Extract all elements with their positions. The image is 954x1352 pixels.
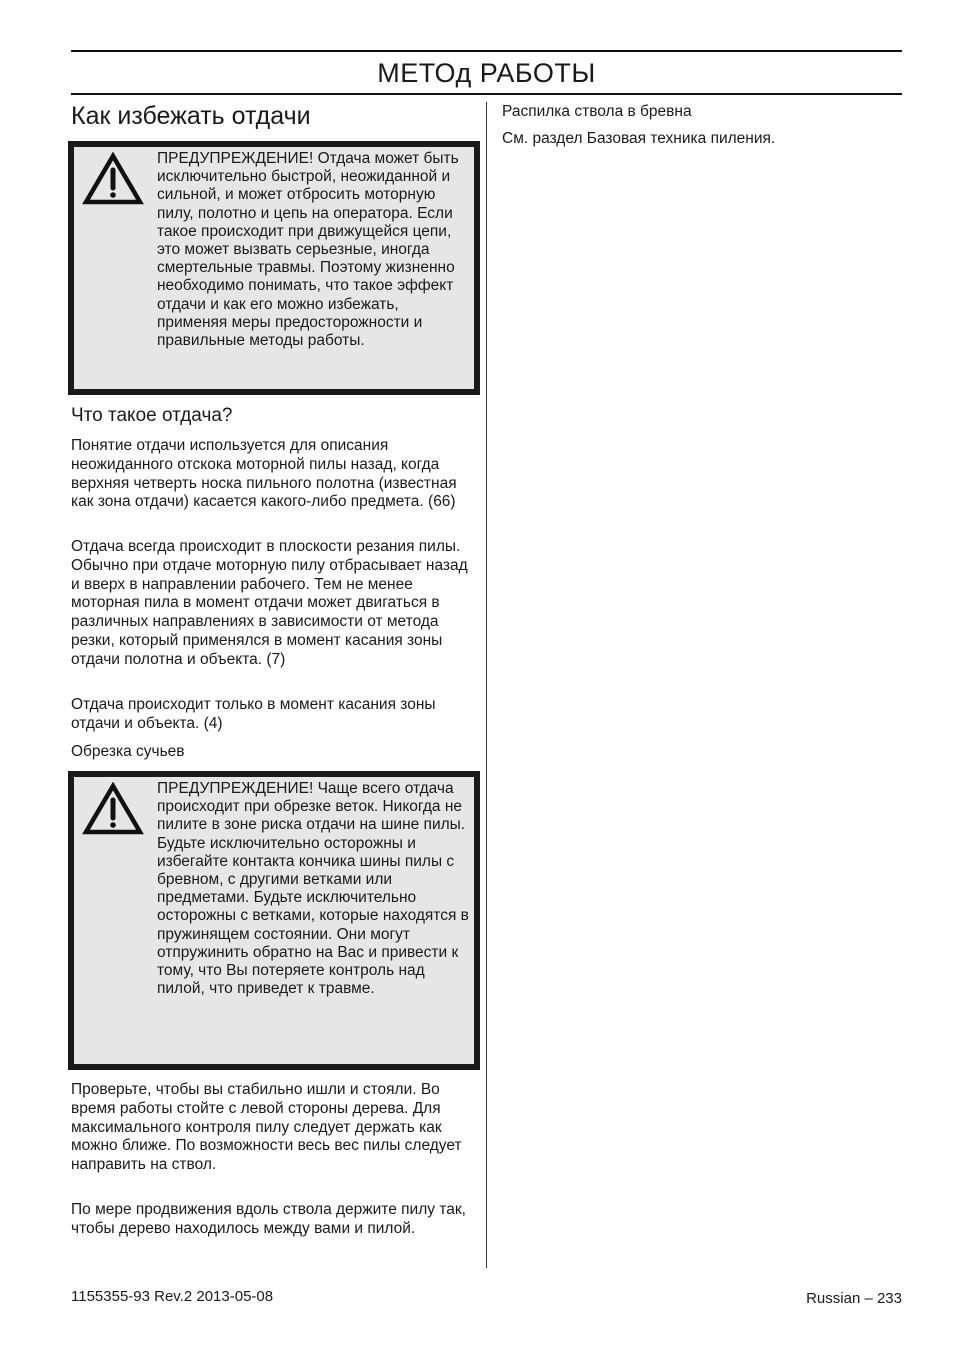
warning-triangle-icon xyxy=(82,152,144,206)
warning-box-limbing xyxy=(68,771,480,1070)
document-id: 1155355-93 Rev.2 2013-05-08 xyxy=(71,1288,274,1305)
paragraph: Отдача происходит только в момент касания зоны отдачи и объекта. (4) xyxy=(71,696,436,732)
page-title: МЕТОд РАБОТЫ xyxy=(377,58,596,88)
header-top-rule xyxy=(71,50,902,52)
subsection-heading: Что такое отдача? xyxy=(71,405,233,426)
right-column-heading: Распилка ствола в бревна xyxy=(502,103,692,120)
right-column-reference: См. раздел Базовая техника пиления. xyxy=(502,130,776,147)
paragraph: По мере продвижения вдоль ствола держите пилу так, чтобы дерево находилось между вами и пилой. xyxy=(71,1201,466,1237)
section-heading: Как избежать отдачи xyxy=(71,102,311,130)
column-divider xyxy=(486,102,487,1268)
paragraph: Отдача всегда происходит в плоскости резания пилы. Обычно при отдаче моторную пилу отбрасывает назад и вверх в направлении рабочего. Тем не менее моторная пила в момент отдачи может двигаться в различных направлениях в зависимости от метода резки, который применялся в момент касания зоны отдачи полотна и объекта. (7) xyxy=(71,538,468,668)
page-number: Russian – 233 xyxy=(806,1290,902,1307)
paragraph: Обрезка сучьев xyxy=(71,743,185,760)
paragraph: Понятие отдачи используется для описания неожиданного отскока моторной пилы назад, когда верхняя четверть носка пильного полотна (известная как зона отдачи) касается какого-либо предмета. (66) xyxy=(71,437,457,511)
warning-text: ПРЕДУПРЕЖДЕНИЕ! Чаще всего отдача происходит при обрезке веток. Никогда не пилите в зоне риска отдачи на шине пилы. Будьте исключительно осторожны и избегайте контакта кончика шины пилы с бревном, с другими ветками или предметами. Будьте исключительно осторожны с ветками, которые находятся в пружинящем состоянии. Они могут отпружинить обратно на Вас и привести к тому, что Вы потеряете контроль над пилой, что приведет к травме. xyxy=(157,780,469,998)
warning-box-kickback xyxy=(68,141,480,395)
paragraph: Проверьте, чтобы вы стабильно ишли и стояли. Во время работы стойте с левой стороны дерева. Для максимального контроля пилу следует держать как можно ближе. По возможности весь вес пилы следует направить на ствол. xyxy=(71,1081,462,1174)
warning-text: ПРЕДУПРЕЖДЕНИЕ! Отдача может быть исключительно быстрой, неожиданной и сильной, и может отбросить моторную пилу, полотно и цепь на оператора. Если такое происходит при движущейся цепи, это может вызвать серьезные, иногда смертельные травмы. Поэтому жизненно необходимо понимать, что такое эффект отдачи и как его можно избежать, применяя меры предосторожности и правильные методы работы. xyxy=(157,150,459,350)
header-bottom-rule xyxy=(71,93,902,95)
warning-triangle-icon xyxy=(82,782,144,836)
